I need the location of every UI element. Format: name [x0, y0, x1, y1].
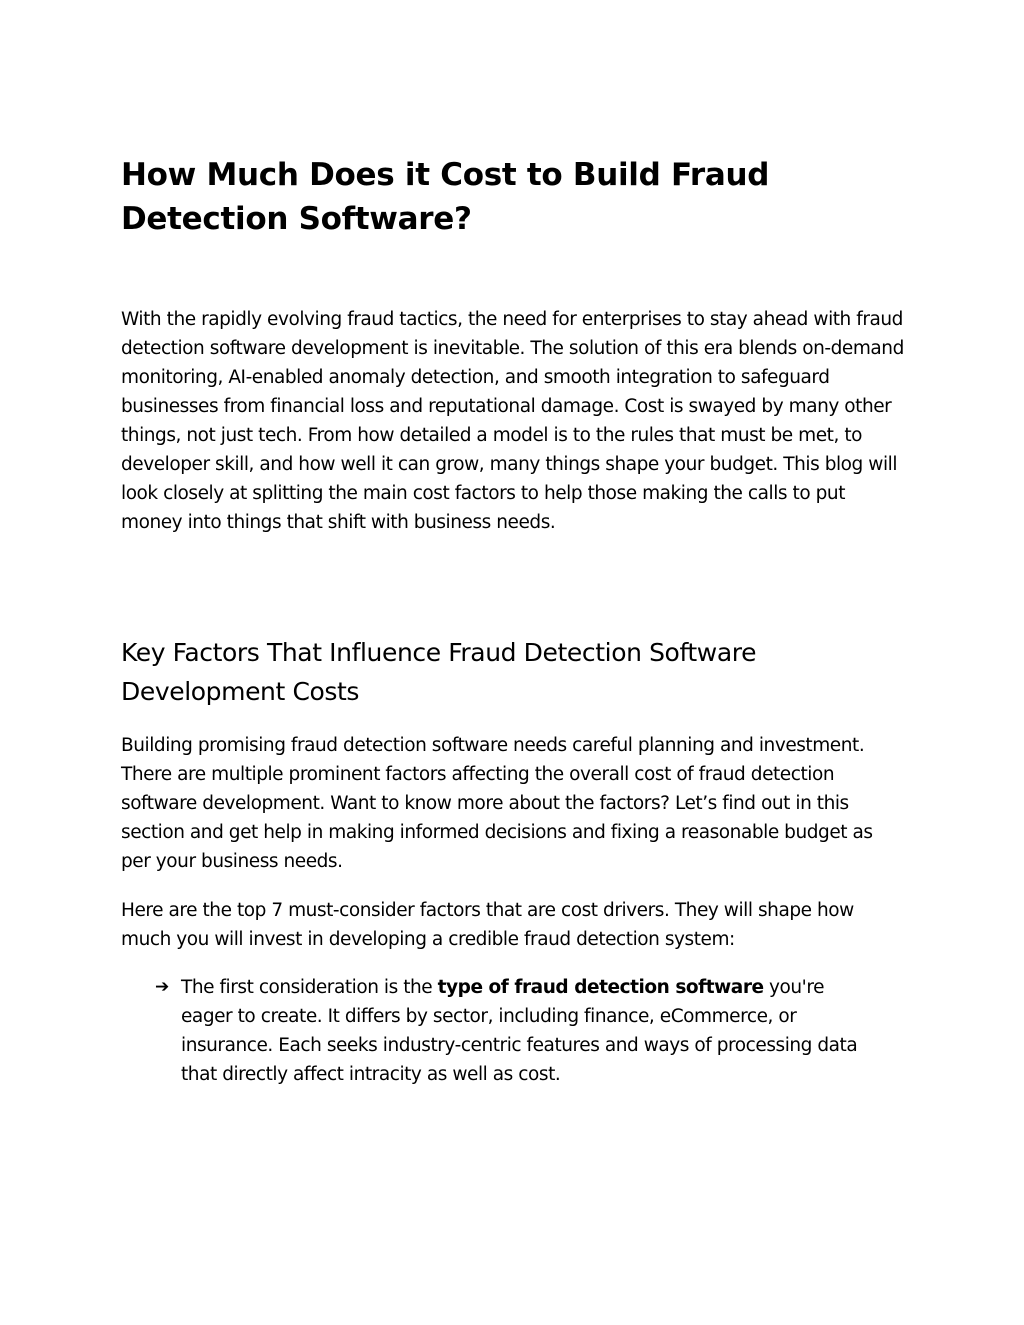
- document-title: How Much Does it Cost to Build Fraud Detection Software?: [121, 157, 770, 237]
- factor-list: [155, 973, 875, 1089]
- arrow-right-icon: ➔: [155, 977, 169, 997]
- list-item-text-before: The first consideration is the: [181, 977, 438, 998]
- section-paragraph-2: Here are the top 7 must-consider factors that are cost drivers. They will shape how much you will invest in developing a credible fraud detection system:: [121, 900, 854, 950]
- section-paragraph-1: Building promising fraud detection software needs careful planning and investment. There are multiple prominent factors affecting the overall cost of fraud detection software development. Want to know more about the factors? Let’s find out in this section and get help in making informed decisions and fixing a reasonable budget as per your business needs.: [121, 735, 873, 872]
- intro-paragraph: With the rapidly evolving fraud tactics, the need for enterprises to stay ahead with fraud detection software development is inevitable. The solution of this era blends on-demand monitoring, AI-enabled anomaly detection, and smooth integration to safeguard businesses from financial loss and reputational damage. Cost is swayed by many other things, not just tech. From how detailed a model is to the rules that must be met, to developer skill, and how well it can grow, many things shape your budget. This blog will look closely at splitting the main cost factors to help those making the calls to put money into things that shift with business needs.: [121, 309, 904, 533]
- section-heading: Key Factors That Influence Fraud Detection Software Development Costs: [121, 638, 757, 706]
- list-item-bold-text: type of fraud detection software: [437, 977, 764, 998]
- list-item: [155, 973, 875, 1089]
- list-item-text-after: you're eager to create. It differs by sector, including finance, eCommerce, or insurance. Each seeks industry-centric features and ways of processing data that directly affect intracity as well as cost.: [181, 977, 858, 1085]
